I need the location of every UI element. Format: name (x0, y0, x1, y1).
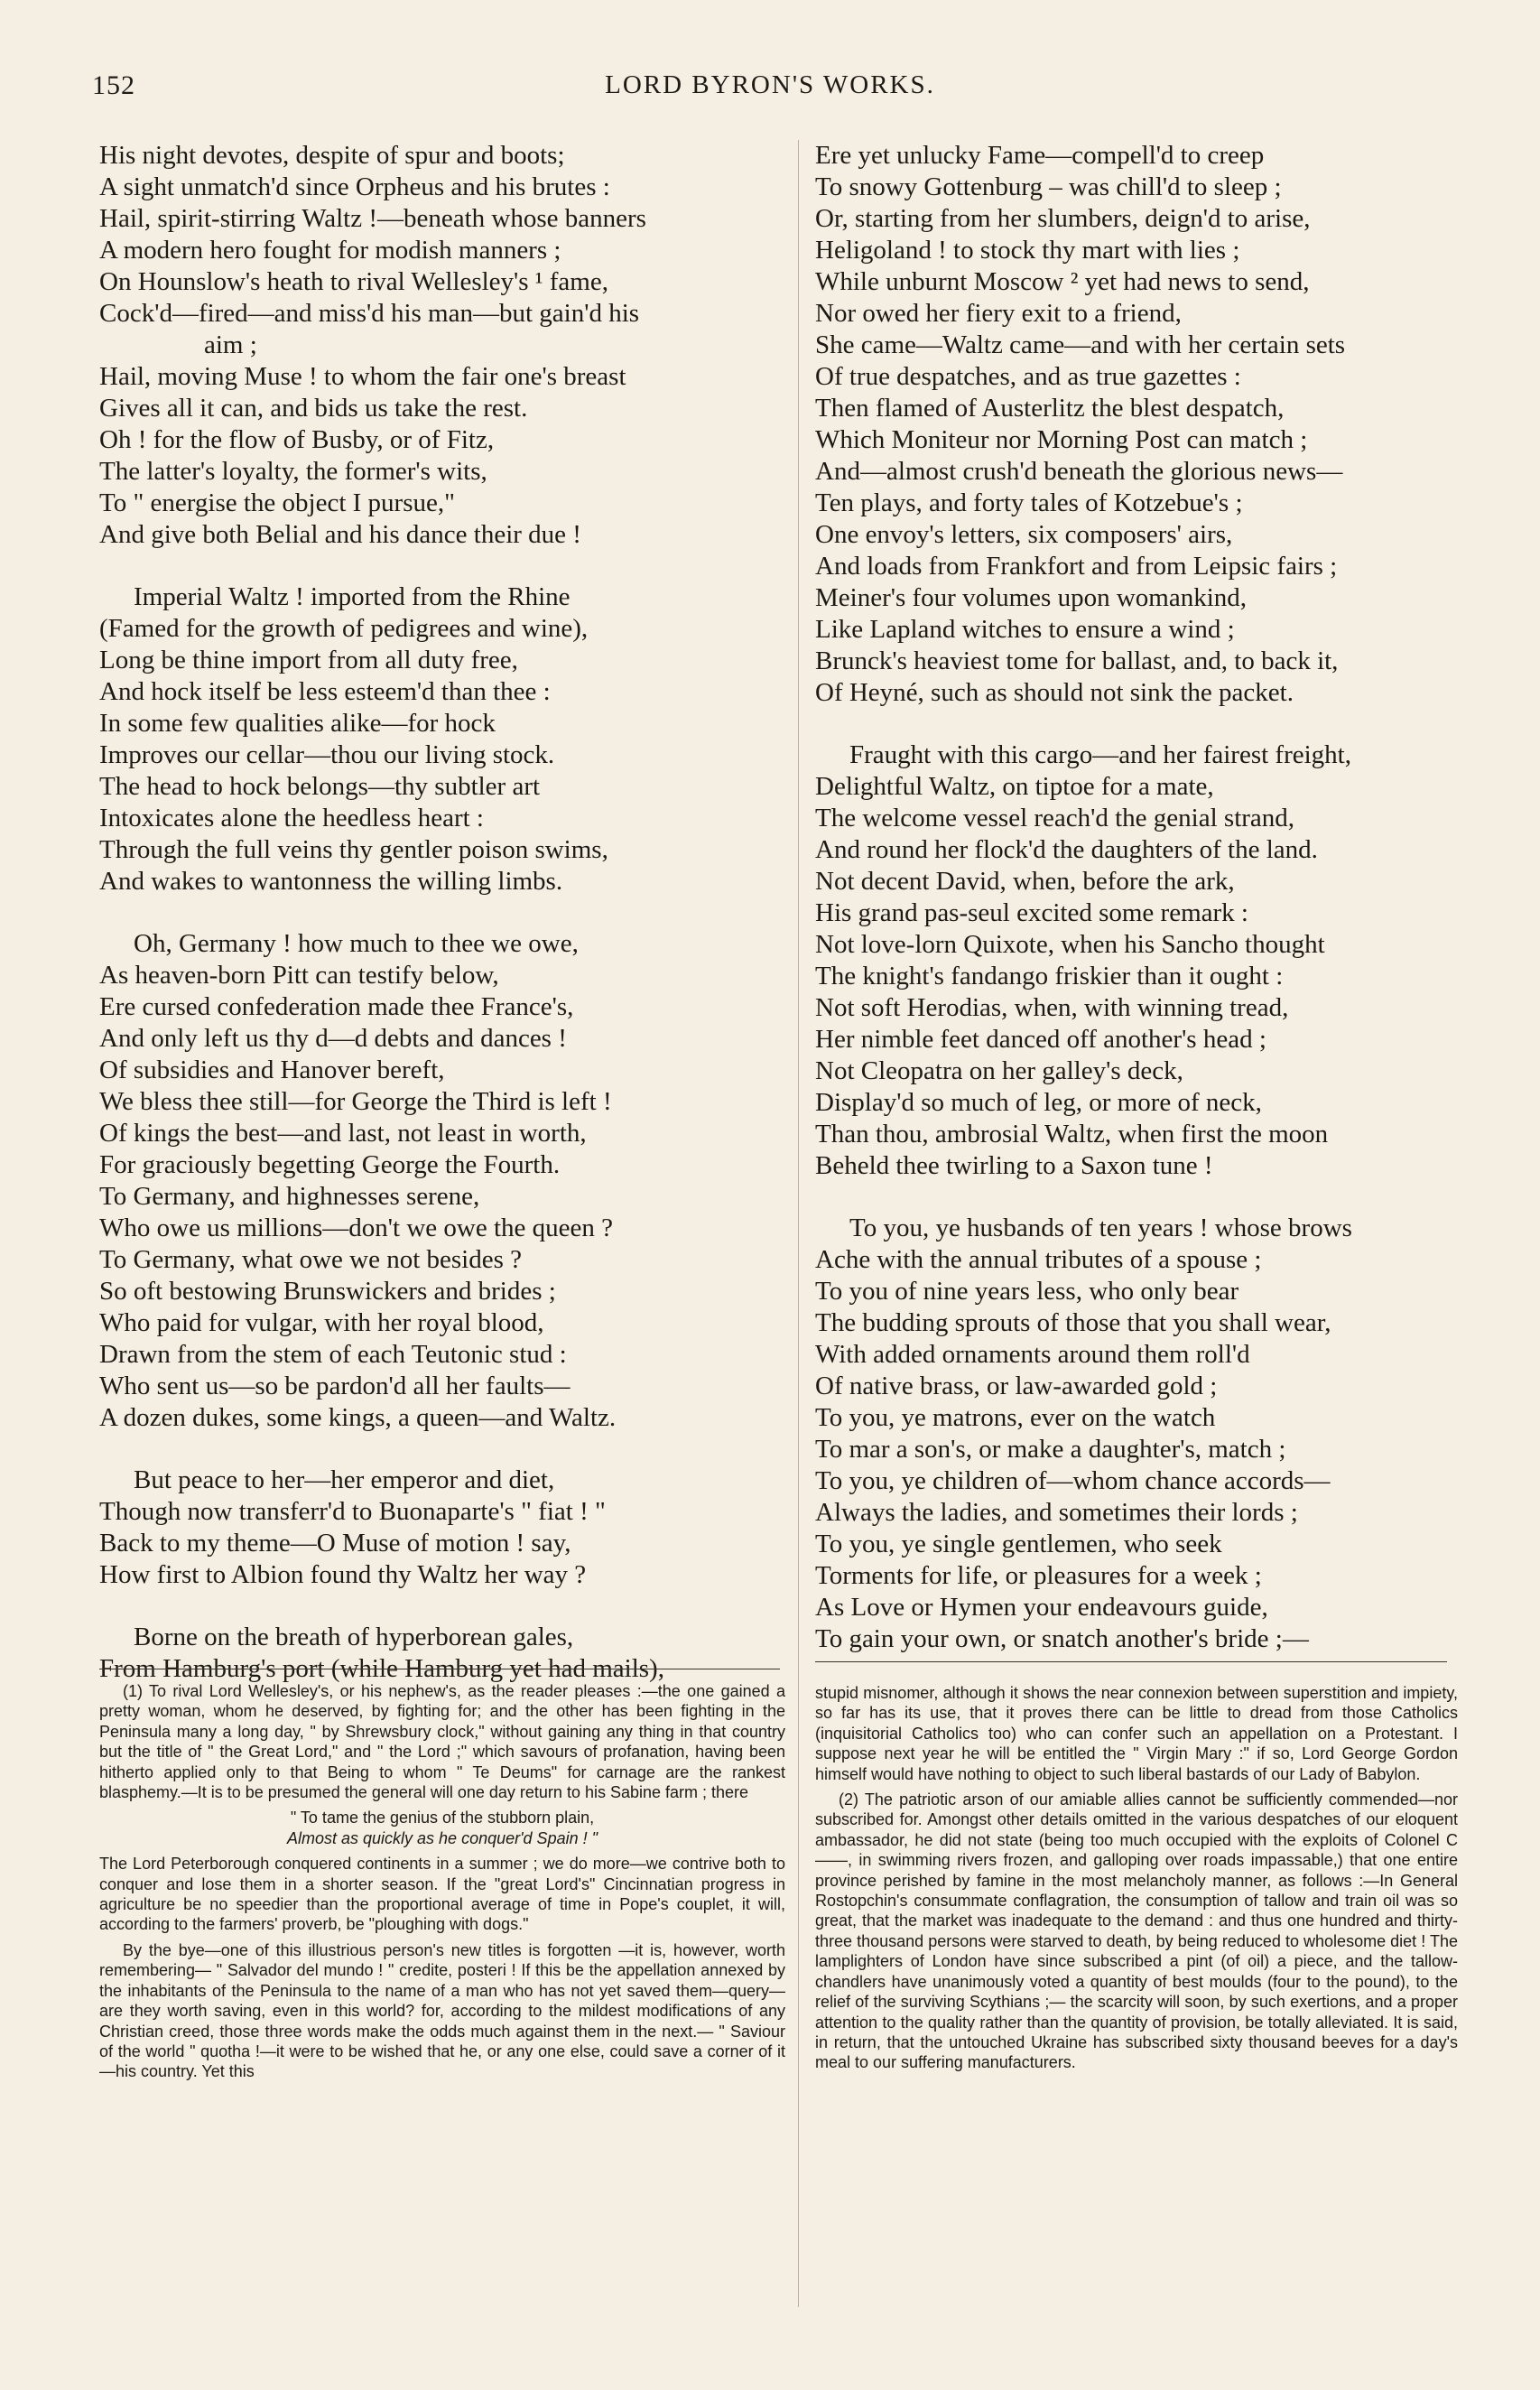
verse-line: And round her flock'd the daughters of the land. (815, 835, 1318, 864)
footnote-verse-line: Almost as quickly as he conquer'd Spain ! " (286, 1828, 598, 1847)
verse-line: Of true despatches, and as true gazettes : (815, 362, 1241, 391)
verse-line: Beheld thee twirling to a Saxon tune ! (815, 1151, 1213, 1180)
verse-line: Cock'd—fired—and miss'd his man—but gain'd his (99, 299, 640, 328)
verse-line: For graciously begetting George the Fourth. (99, 1150, 561, 1179)
verse-line: Drawn from the stem of each Teutonic stud : (99, 1340, 567, 1369)
verse-line: Who sent us—so be pardon'd all her faults— (99, 1372, 571, 1400)
verse-line: Nor owed her fiery exit to a friend, (815, 299, 1182, 328)
verse-line: Imperial Waltz ! imported from the Rhine (134, 582, 571, 611)
verse-line: Of subsidies and Hanover bereft, (99, 1056, 445, 1084)
verse-line: Torments for life, or pleasures for a week ; (815, 1561, 1262, 1590)
stanza (815, 1213, 1519, 1655)
verse-line: Delightful Waltz, on tiptoe for a mate, (815, 772, 1214, 801)
verse-line: How first to Albion found thy Waltz her way ? (99, 1560, 587, 1589)
verse-line: Always the ladies, and sometimes their lords ; (815, 1498, 1298, 1527)
verse-line: Ere yet unlucky Fame—compell'd to creep (815, 141, 1265, 170)
verse-line: And—almost crush'd beneath the glorious news— (815, 457, 1343, 486)
verse-line: Than thou, ambrosial Waltz, when first the moon (815, 1120, 1329, 1149)
stanza (815, 140, 1519, 709)
verse-line: Oh ! for the flow of Busby, or of Fitz, (99, 425, 495, 454)
verse-line: The head to hock belongs—thy subtler art (99, 772, 541, 801)
verse-line: Ten plays, and forty tales of Kotzebue's ; (815, 488, 1243, 517)
verse-line: As Love or Hymen your endeavours guide, (815, 1593, 1268, 1622)
verse-line: Which Moniteur nor Morning Post can match ; (815, 425, 1308, 454)
verse-line: Hail, moving Muse ! to whom the fair one's breast (99, 362, 626, 391)
verse-line: Like Lapland witches to ensure a wind ; (815, 615, 1235, 644)
verse-line: To Germany, and highnesses serene, (99, 1182, 480, 1211)
verse-line: Who owe us millions—don't we owe the queen ? (99, 1214, 613, 1242)
verse-line: Improves our cellar—thou our living stock. (99, 740, 555, 769)
verse-line: The latter's loyalty, the former's wits, (99, 457, 487, 486)
stanza (99, 140, 803, 551)
verse-line: To you, ye matrons, ever on the watch (815, 1403, 1216, 1432)
verse-line: Of Heyné, such as should not sink the packet. (815, 678, 1294, 707)
verse-line: Long be thine import from all duty free, (99, 646, 518, 674)
verse-line: And loads from Frankfort and from Leipsic fairs ; (815, 552, 1338, 581)
verse-line: Hail, spirit-stirring Waltz !—beneath whose banners (99, 204, 646, 233)
verse-line: And wakes to wantonness the willing limbs. (99, 867, 563, 896)
footnote-rule-right (815, 1661, 1447, 1662)
verse-line: To mar a son's, or make a daughter's, match ; (815, 1435, 1286, 1464)
verse-line: Back to my theme—O Muse of motion ! say, (99, 1529, 571, 1558)
verse-line: To you, ye children of—whom chance accords— (815, 1466, 1331, 1495)
verse-line: And hock itself be less esteem'd than thee : (99, 677, 551, 706)
verse-line: One envoy's letters, six composers' airs, (815, 520, 1233, 549)
verse-line: Of kings the best—and last, not least in worth, (99, 1119, 587, 1148)
verse-line: We bless thee still—for George the Third is left ! (99, 1087, 612, 1116)
running-title: LORD BYRON'S WORKS. (605, 70, 935, 99)
verse-line: From Hamburg's port (while Hamburg yet had mails), (99, 1654, 664, 1683)
verse-line: To you, ye single gentlemen, who seek (815, 1530, 1222, 1558)
footnote-verse-line: " To tame the genius of the stubborn plain, (290, 1809, 595, 1827)
verse-line: Fraught with this cargo—and her fairest freight, (849, 740, 1351, 769)
footnotes-right (815, 1683, 1458, 2078)
verse-line: And give both Belial and his dance their due ! (99, 520, 581, 549)
footnote-1-paragraph: (1) To rival Lord Wellesley's, or his nephew's, as the reader pleases :—the one gained a pretty woman, whom he deserved, by fighting for; and the other has been fighting in the Peninsula many a long day, " by Shrewsbury clock," without gaining any thing in that country but the title of " the Great Lord," and " the Lord ;" which savours of profanation, having been hitherto applied only to that Being to whom " Te Deums" for carnage are the rankest blasphemy.—It is to be presumed the general will one day return to his Sabine farm ; there (99, 1682, 785, 1802)
verse-line: Meiner's four volumes upon womankind, (815, 583, 1248, 612)
verse-line: Through the full veins thy gentler poison swims, (99, 835, 608, 864)
verse-line: The knight's fandango friskier than it ought : (815, 962, 1284, 990)
verse-line: With added ornaments around them roll'd (815, 1340, 1250, 1369)
verse-line: To snowy Gottenburg – was chill'd to sleep ; (815, 172, 1282, 201)
verse-line: A dozen dukes, some kings, a queen—and Waltz. (99, 1403, 617, 1432)
footnote-1-paragraph: By the bye—one of this illustrious person's new titles is forgotten —it is, however, worth remembering— " Salvador del mundo ! " credite, posteri ! If this be the appellation annexed by the inhabitants of the Peninsula to the name of a man who has not yet saved them—query—are they worth saving, even in this world? for, according to the mildest modifications of any Christian creed, those three words make the odds much against them in the next.— " Saviour of the world " quotha !—it were to be wished that he, or any one else, could save a corner of it—his country. Yet this (99, 1940, 785, 2081)
verse-line: A sight unmatch'd since Orpheus and his brutes : (99, 172, 610, 201)
verse-line: His night devotes, despite of spur and boots; (99, 141, 565, 170)
verse-line: To you of nine years less, who only bear (815, 1277, 1239, 1306)
page-number: 152 (92, 70, 135, 100)
verse-line: (Famed for the growth of pedigrees and wine), (99, 614, 589, 643)
verse-line: Brunck's heaviest tome for ballast, and, to back it, (815, 646, 1339, 675)
stanza (99, 1622, 803, 1685)
stanza (99, 928, 803, 1434)
verse-line: And only left us thy d—d debts and dances ! (99, 1024, 567, 1053)
verse-line: Intoxicates alone the heedless heart : (99, 804, 484, 832)
verse-line: Ere cursed confederation made thee France's, (99, 992, 574, 1021)
verse-line: Then flamed of Austerlitz the blest despatch, (815, 394, 1285, 423)
verse-line: To gain your own, or snatch another's bride ;— (815, 1624, 1309, 1653)
poem-column-right (815, 140, 1519, 1686)
stanza (99, 1465, 803, 1591)
verse-line: Heligoland ! to stock thy mart with lies ; (815, 236, 1240, 265)
verse-line: To Germany, what owe we not besides ? (99, 1245, 523, 1274)
verse-line: Not love-lorn Quixote, when his Sancho thought (815, 930, 1325, 959)
verse-line: Not Cleopatra on her galley's deck, (815, 1056, 1183, 1085)
poem-column-left (99, 140, 803, 1716)
verse-line: Not soft Herodias, when, with winning tread, (815, 993, 1289, 1022)
footnote-1-continuation: stupid misnomer, although it shows the near connexion between superstition and impiety, so far has its use, that it proves there can be little to dread from those Catholics (inquisitorial Catholics too) who can confer such an appellation on a Protestant. I suppose next year he will be entitled the " Virgin Mary :" if so, Lord George Gordon himself would have nothing to object to such liberal bastards of our Lady of Babylon. (815, 1684, 1458, 1783)
stanza (815, 739, 1519, 1182)
verse-line: The welcome vessel reach'd the genial strand, (815, 804, 1295, 832)
stanza (99, 581, 803, 897)
footnote-1-paragraph: The Lord Peterborough conquered continents in a summer ; we do more—we contrive both to conquer and lose them in a shorter season. If the "great Lord's" Cincinnatian progress in agriculture be no speedier than the proportional average of time in Pope's couplet, it will, according to the farmers' proverb, be "ploughing with dogs." (99, 1855, 785, 1934)
footnote-2-paragraph: (2) The patriotic arson of our amiable allies cannot be sufficiently commended—nor subscribed for. Amongst other details omitted in the various despatches of our eloquent ambassador, he did not state (being too much occupied with the exploits of Colonel C——, in swimming rivers frozen, and galloping over roads impassable,) that one entire province perished by famine in the most melancholy manner, as follows :—In General Rostopchin's consummate conflagration, the consumption of tallow and train oil was so great, that the market was inadequate to the demand : and thus one hundred and thirty-three thousand persons were starved to death, by being reduced to wholesome diet ! The lamplighters of London have since subscribed a pint (of oil) a piece, and the tallow-chandlers have unanimously voted a quantity of best moulds (four to the pound), to the relief of the surviving Scythians ;— the scarcity will soon, by such exertions, and a proper attention to the quality rather than the quantity of provision, be totally alleviated. It is said, in return, that the untouched Ukraine has subscribed sixty thousand beeves for a day's meal to our suffering manufacturers. (815, 1790, 1458, 2072)
verse-line: On Hounslow's heath to rival Wellesley's ¹ fame, (99, 267, 608, 296)
verse-line: Gives all it can, and bids us take the rest. (99, 394, 528, 423)
verse-line: Oh, Germany ! how much to thee we owe, (134, 929, 579, 958)
verse-line: Who paid for vulgar, with her royal blood, (99, 1308, 544, 1337)
verse-line: To you, ye husbands of ten years ! whose brows (849, 1214, 1352, 1242)
verse-line: But peace to her—her emperor and diet, (134, 1465, 555, 1494)
verse-line: To " energise the object I pursue," (99, 488, 455, 517)
verse-line: Ache with the annual tributes of a spouse ; (815, 1245, 1262, 1274)
verse-line: In some few qualities alike—for hock (99, 709, 496, 738)
verse-line: A modern hero fought for modish manners ; (99, 236, 561, 265)
verse-line: Her nimble feet danced off another's head ; (815, 1025, 1266, 1054)
verse-line: Of native brass, or law-awarded gold ; (815, 1372, 1218, 1400)
verse-line: So oft bestowing Brunswickers and brides ; (99, 1277, 556, 1306)
footnotes-left (99, 1681, 785, 2088)
verse-line: She came—Waltz came—and with her certain sets (815, 330, 1346, 359)
verse-line: As heaven-born Pitt can testify below, (99, 961, 499, 990)
verse-line: Not decent David, when, before the ark, (815, 867, 1235, 896)
page-header (0, 70, 1540, 107)
verse-line: While unburnt Moscow ² yet had news to send, (815, 267, 1310, 296)
verse-line: Or, starting from her slumbers, deign'd to arise, (815, 204, 1311, 233)
verse-line: Borne on the breath of hyperborean gales, (134, 1623, 574, 1651)
verse-line: Display'd so much of leg, or more of neck, (815, 1088, 1262, 1117)
verse-line: The budding sprouts of those that you shall wear, (815, 1308, 1331, 1337)
verse-line: aim ; (204, 330, 257, 359)
verse-line: Though now transferr'd to Buonaparte's " fiat ! " (99, 1497, 606, 1526)
verse-line: His grand pas-seul excited some remark : (815, 898, 1248, 927)
